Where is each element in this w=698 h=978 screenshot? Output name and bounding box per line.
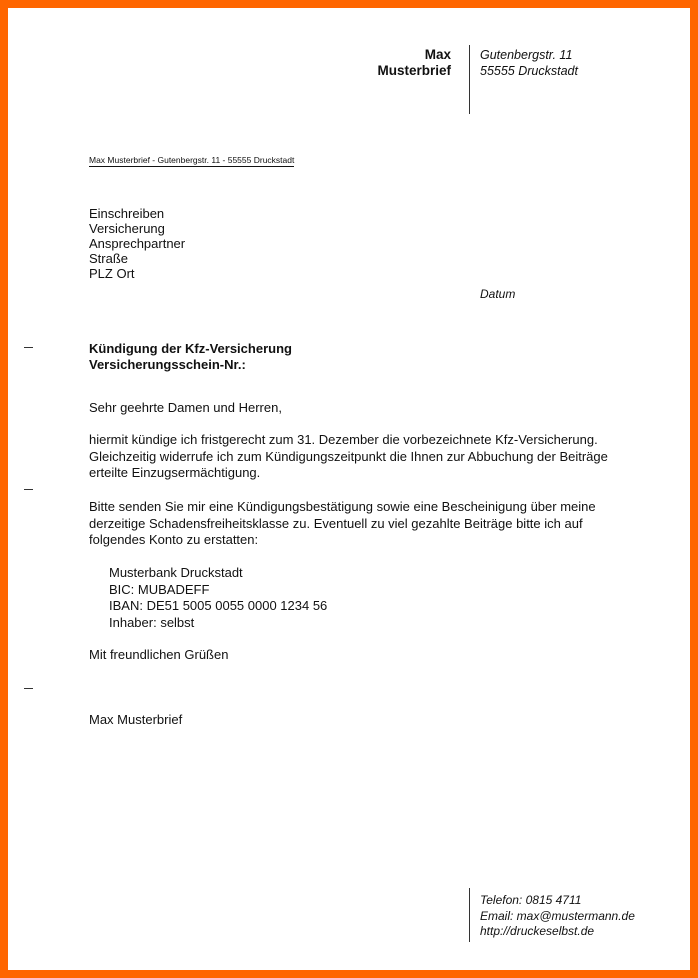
sender-address: [480, 48, 578, 79]
sender-first-name: Max: [424, 47, 451, 62]
contact-email: Email: max@mustermann.de: [480, 908, 635, 923]
fold-mark-bottom: [24, 688, 33, 689]
sender-last-name: Musterbrief: [377, 63, 451, 78]
body-paragraph: Bitte senden Sie mir eine Kündigungsbestätigung sowie eine Bescheinigung über meine derzeitige Schadensfreiheitsklasse zu. Eventuell zu viel gezahlte Beiträge bitte ich auf folgendes Konto zu erstatten:: [89, 499, 596, 547]
bank-details: [109, 565, 327, 631]
recipient-line: Einschreiben: [89, 206, 165, 221]
recipient-address: [89, 206, 185, 281]
bank-iban: IBAN: DE51 5005 0055 0000 1234 56: [109, 598, 328, 613]
header-divider: [469, 45, 470, 114]
bank-name: Musterbank Druckstadt: [109, 565, 243, 580]
recipient-line: PLZ Ort: [89, 266, 135, 281]
recipient-line: Straße: [89, 251, 129, 266]
date-field: Datum: [480, 287, 516, 301]
footer-divider: [469, 888, 470, 942]
punch-mark: [24, 489, 33, 490]
salutation: Sehr geehrte Damen und Herren,: [89, 400, 282, 415]
body-paragraph: hiermit kündige ich fristgerecht zum 31. Dezember die vorbezeichnete Kfz-Versicherung. Gleichzeitig widerrufe ich zum Kündigungszeitpunkt die Ihnen zur Abbuchung der Beiträge erteilte Einzugsermächtigung.: [89, 432, 608, 480]
recipient-line: Versicherung: [89, 221, 165, 236]
bank-bic: BIC: MUBADEFF: [109, 581, 210, 597]
signature-name: Max Musterbrief: [89, 712, 183, 727]
closing: Mit freundlichen Grüßen: [89, 647, 229, 662]
subject: [89, 341, 292, 373]
fold-mark-top: [24, 347, 33, 348]
subject-line: Versicherungsschein-Nr.:: [89, 357, 246, 372]
return-address: Max Musterbrief - Gutenbergstr. 11 - 55555 Druckstadt: [89, 155, 295, 165]
subject-line: Kündigung der Kfz-Versicherung: [89, 341, 292, 356]
sender-city: 55555 Druckstadt: [480, 63, 578, 78]
sender-street: Gutenbergstr. 11: [480, 48, 573, 62]
contact-info: [480, 893, 635, 940]
contact-web: http://druckeselbst.de: [480, 924, 595, 938]
letter-page: [8, 8, 690, 970]
recipient-line: Ansprechpartner: [89, 236, 186, 251]
bank-holder: Inhaber: selbst: [109, 614, 195, 630]
contact-phone: Telefon: 0815 4711: [480, 893, 582, 907]
sender-name: [377, 47, 451, 79]
